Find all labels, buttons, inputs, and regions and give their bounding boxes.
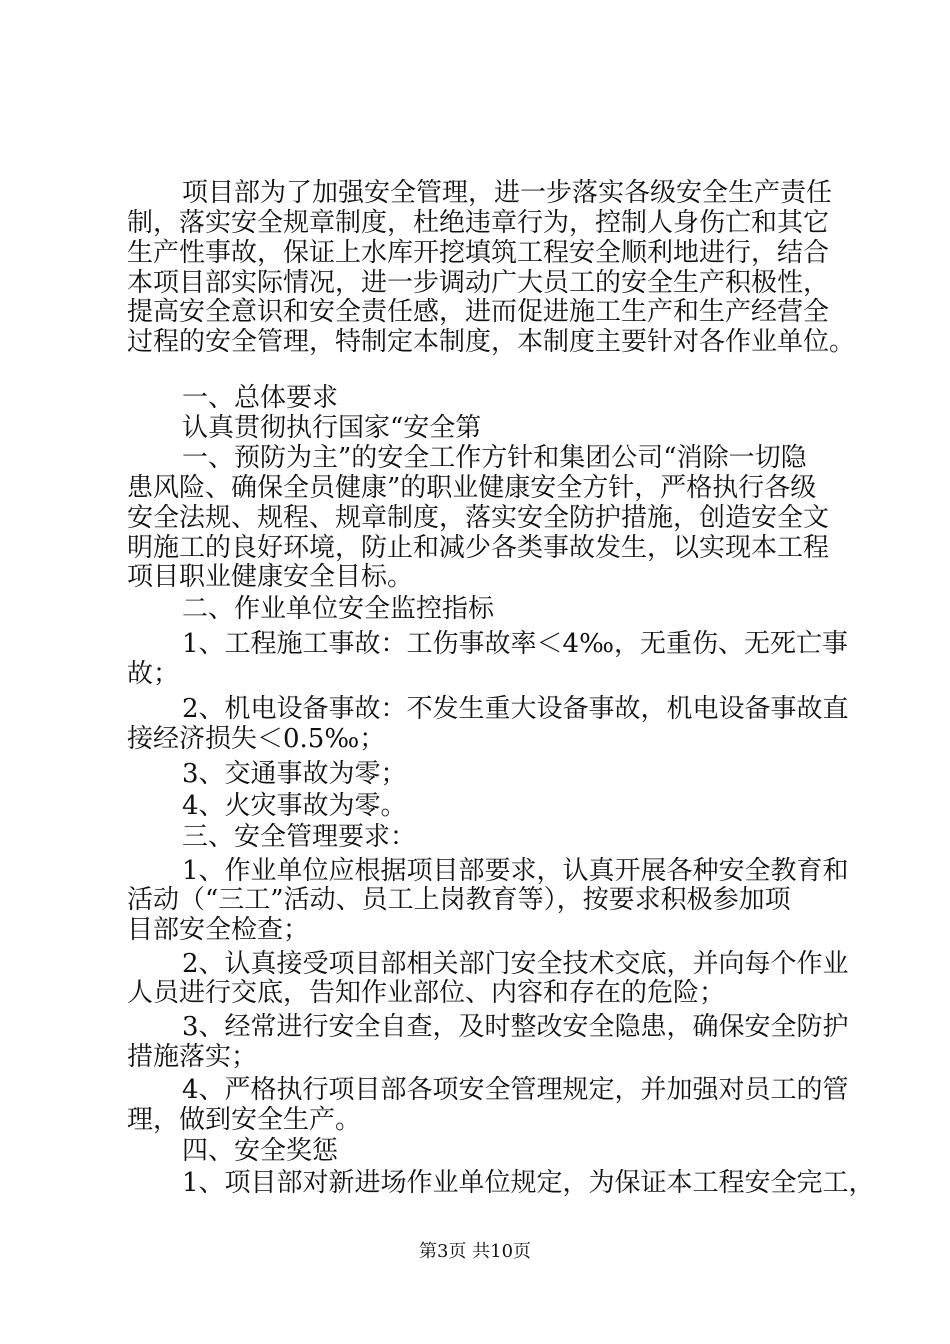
list-item-continuation: 活动（“三工”活动、员工上岗教育等），按要求积极参加项 bbox=[127, 885, 791, 915]
list-item-continuation: 理，做到安全生产。 bbox=[127, 1105, 362, 1135]
body-paragraph-line: 制，落实安全规章制度，杜绝违章行为，控制人身伤亡和其它 bbox=[127, 208, 830, 238]
section-heading: 一、总体要求 bbox=[182, 383, 339, 413]
list-item: 4、火灾事故为零。 bbox=[182, 791, 407, 821]
list-item: 4、严格执行项目部各项安全管理规定，并加强对员工的管 bbox=[182, 1075, 849, 1105]
body-paragraph-line: 一、预防为主”的安全工作方针和集团公司“消除一切隐 bbox=[182, 443, 807, 473]
list-item-continuation: 目部安全检查； bbox=[127, 915, 310, 945]
body-paragraph-line: 项目职业健康安全目标。 bbox=[127, 562, 414, 592]
body-paragraph-line: 过程的安全管理，特制定本制度，本制度主要针对各作业单位。 bbox=[127, 327, 856, 357]
section-heading: 三、安全管理要求： bbox=[182, 822, 417, 852]
list-item: 3、交通事故为零； bbox=[182, 759, 407, 789]
body-paragraph-line: 本项目部实际情况，进一步调动广大员工的安全生产积极性， bbox=[127, 268, 830, 298]
list-item: 3、经常进行安全自查，及时整改安全隐患，确保安全防护 bbox=[182, 1012, 849, 1042]
body-paragraph-line: 提高安全意识和安全责任感，进而促进施工生产和生产经营全 bbox=[127, 297, 830, 327]
body-paragraph-line: 生产性事故，保证上水库开挖填筑工程安全顺利地进行，结合 bbox=[127, 238, 830, 268]
body-paragraph-line: 明施工的良好环境，防止和减少各类事故发生，以实现本工程 bbox=[127, 533, 830, 563]
list-item-continuation: 故； bbox=[127, 659, 180, 689]
list-item-continuation: 措施落实； bbox=[127, 1042, 258, 1072]
section-heading: 四、安全奖惩 bbox=[182, 1136, 339, 1166]
list-item: 2、认真接受项目部相关部门安全技术交底，并向每个作业 bbox=[182, 949, 849, 979]
body-paragraph-line: 认真贯彻执行国家“安全第 bbox=[182, 413, 482, 443]
list-item: 2、机电设备事故：不发生重大设备事故，机电设备事故直 bbox=[182, 694, 849, 724]
list-item: 1、工程施工事故：工伤事故率＜4‰，无重伤、无死亡事 bbox=[182, 629, 848, 659]
list-item-continuation: 人员进行交底，告知作业部位、内容和存在的危险； bbox=[127, 978, 726, 1008]
list-item: 1、作业单位应根据项目部要求，认真开展各种安全教育和 bbox=[182, 856, 849, 886]
page-number-footer: 第3页 共10页 bbox=[418, 1241, 532, 1262]
body-paragraph-line: 患风险、确保全员健康”的职业健康安全方针，严格执行各级 bbox=[127, 473, 817, 503]
section-heading: 二、作业单位安全监控指标 bbox=[182, 594, 495, 624]
list-item: 1、项目部对新进场作业单位规定，为保证本工程安全完工， bbox=[182, 1168, 875, 1198]
list-item-continuation: 接经济损失＜0.5‰； bbox=[127, 724, 386, 754]
body-paragraph-line: 项目部为了加强安全管理，进一步落实各级安全生产责任 bbox=[182, 178, 833, 208]
body-paragraph-line: 安全法规、规程、规章制度，落实安全防护措施，创造安全文 bbox=[127, 503, 830, 533]
